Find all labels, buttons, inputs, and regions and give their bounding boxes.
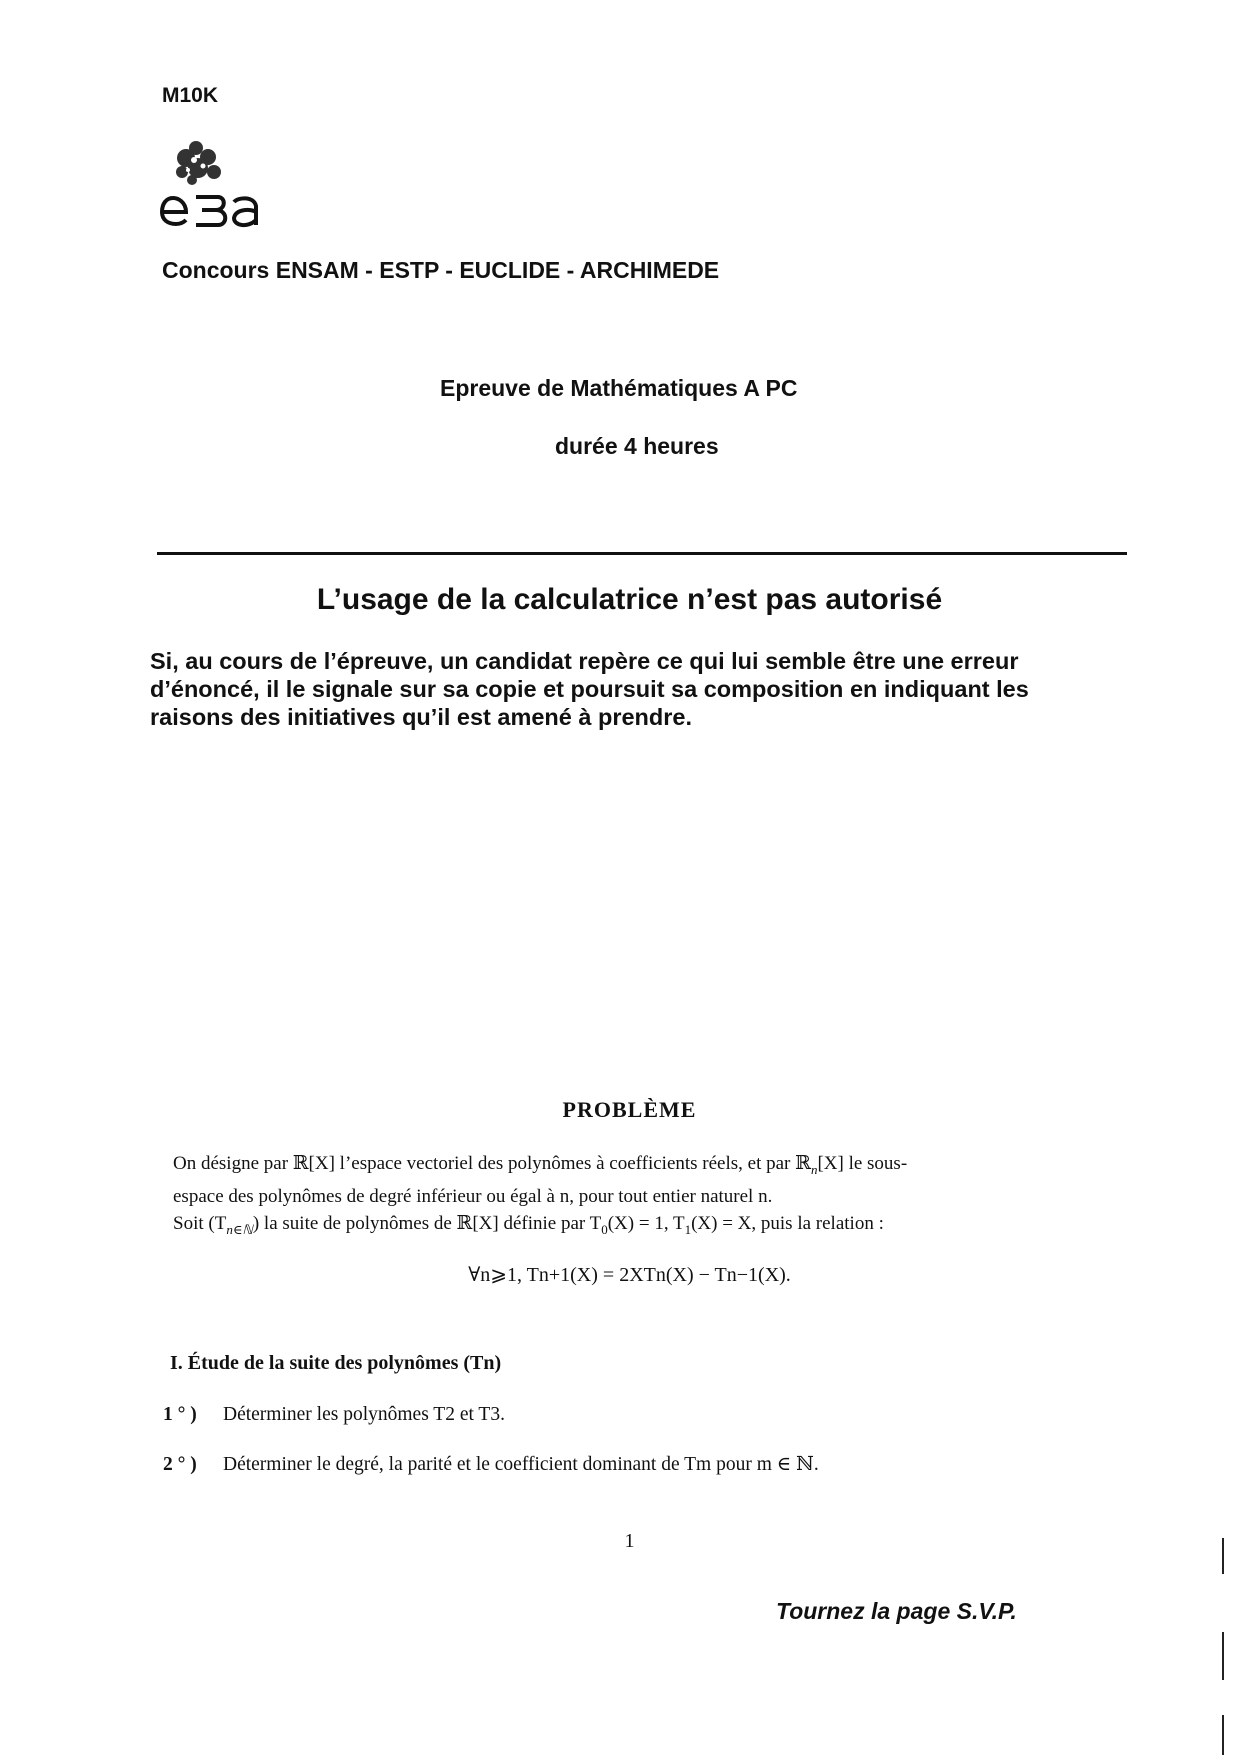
recurrence-equation: ∀n⩾1, Tn+1(X) = 2XTn(X) − Tn−1(X). — [468, 1264, 791, 1286]
notice-line: raisons des initiatives qu’il est amené à prendre. — [150, 704, 693, 730]
problem-intro — [173, 1150, 1118, 1243]
question-text: Déterminer le degré, la parité et le coefficient dominant de Tm pour m ∈ ℕ. — [223, 1454, 819, 1475]
notice-line: d’énoncé, il le signale sur sa copie et poursuit sa composition en indiquant les — [150, 676, 1029, 702]
question-number: 1 ° ) — [163, 1404, 197, 1425]
page-number: 1 — [624, 1530, 635, 1552]
concours-title: Concours ENSAM - ESTP - EUCLIDE - ARCHIMEDE — [162, 257, 720, 283]
question-text: Déterminer les polynômes T2 et T3. — [223, 1404, 505, 1425]
margin-mark — [1222, 1715, 1224, 1755]
calculator-notice: L’usage de la calculatrice n’est pas autorisé — [316, 583, 943, 616]
question-2 — [163, 1452, 819, 1476]
turn-page-label: Tournez la page S.V.P. — [776, 1598, 1017, 1624]
horizontal-rule — [157, 552, 1127, 555]
question-1 — [163, 1404, 505, 1426]
e3a-logo-icon — [156, 130, 266, 235]
question-number: 2 ° ) — [163, 1454, 197, 1475]
intro-text: (X) = X, puis la relation : — [691, 1212, 884, 1234]
intro-text: (X) = 1, T — [607, 1212, 685, 1234]
e3a-logo — [156, 130, 266, 235]
notice-line: Si, au cours de l’épreuve, un candidat repère ce qui lui semble être une erreur — [150, 648, 1019, 674]
exam-code: M10K — [162, 84, 219, 107]
margin-mark — [1222, 1632, 1224, 1680]
intro-text: [X] le sous- — [817, 1153, 908, 1174]
error-notice-paragraph — [150, 647, 1100, 731]
margin-mark — [1222, 1538, 1224, 1574]
epreuve-title: Epreuve de Mathématiques A PC — [440, 375, 798, 401]
intro-line: On désigne par ℝ[X] l’espace vectoriel des polynômes à coefficients réels, et par ℝ$_n$[X] le sous- — [173, 1153, 908, 1177]
intro-line: Soit $(T_{n\in ℕ})$ la suite de polynômes de ℝ[X] définie par $T_0(X) = 1$, $T_1(X) = X$, puis la relation : — [173, 1212, 884, 1237]
intro-text: ) la suite de polynômes de ℝ[X] définie par T — [252, 1212, 602, 1234]
problem-title: PROBLÈME — [562, 1097, 697, 1122]
duree-label: durée 4 heures — [555, 433, 719, 459]
intro-text: Soit (T — [173, 1212, 227, 1234]
intro-line: espace des polynômes de degré inférieur ou égal à n, pour tout entier naturel n. — [173, 1185, 773, 1207]
intro-text: On désigne par ℝ[X] l’espace vectoriel des polynômes à coefficients réels, et par ℝ — [173, 1153, 811, 1174]
section-title: I. Étude de la suite des polynômes (Tn) — [170, 1352, 502, 1374]
